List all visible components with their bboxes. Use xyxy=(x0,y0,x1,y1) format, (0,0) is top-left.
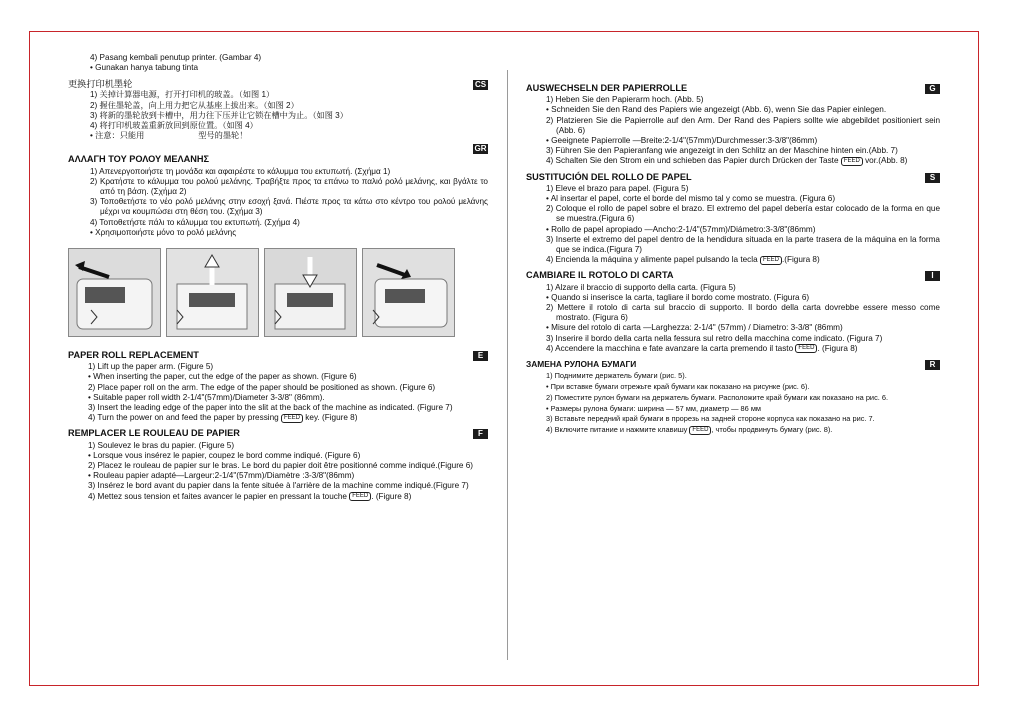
list-item: 2) Coloque el rollo de papel sobre el brazo. El extremo del papel debería estar colocado de la forma en que se muestra.(Figura 6) xyxy=(546,204,940,224)
figure-2-photo xyxy=(166,248,259,337)
list-item: 2) Mettere il rotolo di carta sul braccio di supporto. Il bordo della carta dovrebbe essere messo come mostrato. (Figura 6) xyxy=(546,303,940,323)
section-de-header xyxy=(526,83,940,95)
lang-badge: F xyxy=(473,429,488,439)
list-item: 1) Lift up the paper arm. (Figure 5) xyxy=(88,362,214,372)
list-item: • Размеры рулона бумаги: ширина — 57 мм, диаметр — 86 мм xyxy=(546,403,761,413)
list-item: 1) Απενεργοποιήστε τη μονάδα και αφαιρέστε το κάλυμμα του εκτυπωτή. (Σχήμα 1) xyxy=(90,166,391,176)
list-item: 3) Führen Sie den Papieranfang wie angezeigt in den Schlitz an der Maschine hinten ein.(Abb. 7) xyxy=(546,146,898,156)
figure-1-photo xyxy=(68,248,161,337)
step-text: 4) Encienda la máquina y alimente papel pulsando la tecla xyxy=(546,255,758,265)
step-text: . (Figure 8) xyxy=(371,491,412,501)
list-item: 2) Platzieren Sie die Papierrolle auf den Arm. Der Rand des Papiers sollte wie abgebildet positioniert sein (Abb. 6) xyxy=(546,115,940,135)
lang-badge: CS xyxy=(474,80,487,90)
section-title: ЗАМЕНА РУЛОНА БУМАГИ xyxy=(526,359,637,370)
step-text: 4) Turn the power on and feed the paper by pressing xyxy=(88,413,279,423)
list-item: 3) Inserire il bordo della carta nella fessura sul retro della macchina come indicato. (Figura 7) xyxy=(546,333,883,343)
section-title: SUSTITUCIÓN DEL ROLLO DE PAPEL xyxy=(526,171,692,182)
list-item xyxy=(526,344,940,354)
feed-key-icon: FEED xyxy=(349,492,371,501)
section-fr-header xyxy=(68,423,488,440)
feed-key-icon: FEED xyxy=(281,414,303,423)
lang-badge: G xyxy=(925,84,940,94)
step-text: , чтобы продвинуть бумагу (рис. 8). xyxy=(711,425,833,435)
note-text: • 注意：只能用 xyxy=(90,131,145,141)
step-text: vor.(Abb. 8) xyxy=(865,156,908,166)
list-item: • Χρησιμοποιήστε μόνο το ρολό μελάνης xyxy=(90,227,237,237)
list-item: 3) Inserte el extremo del papel dentro de la hendidura situada en la parte trasera de la máquina en la forma que se indica.(Figura 7) xyxy=(546,234,940,255)
lang-badge: E xyxy=(473,351,488,361)
list-item: 3) Τοποθετήστε το νέο ρολό μελάνης στην εσοχή ξανά. Πιέστε προς τα κάτω στο κέντρο του ρολού μελάνης μέχρι να κουμπώσει στη θέση του. (Σχήμα 3) xyxy=(90,197,488,217)
list-item: 1) Heben Sie den Papierarm hoch. (Abb. 5) xyxy=(546,95,704,105)
list-item: 3) 将新的墨轮放到卡槽中，用力往下压并让它锁在槽中为止。（如图 3） xyxy=(90,110,348,120)
section-it-header xyxy=(526,265,940,282)
step-text: .(Figura 8) xyxy=(781,255,820,265)
step-text: 4) Schalten Sie den Strom ein und schieben das Papier durch Drücken der Taste xyxy=(546,156,839,166)
step-text: 4) Включите питание и нажмите клавишу xyxy=(546,425,688,435)
list-item xyxy=(68,413,488,423)
step-text: 4) Mettez sous tension et faites avancer le papier en pressant la touche xyxy=(88,491,347,501)
list-item: 2) 握住墨轮盖，向上用力把它从基座上拔出来。（如图 2） xyxy=(90,100,299,110)
list-item: • Suitable paper roll width 2-1/4"(57mm)/Diameter 3-3/8" (86mm). xyxy=(88,392,325,402)
section-gr-badge-row xyxy=(68,143,488,154)
figure-4-photo xyxy=(362,248,455,337)
list-item xyxy=(526,255,940,265)
list-item: 1) Eleve el brazo para papel. (Figura 5) xyxy=(546,183,689,193)
list-item: • Misure del rotolo di carta —Larghezza: 2-1/4" (57mm) / Diametro: 3-3/8" (86mm) xyxy=(546,323,843,333)
list-item: 3) Вставьте передний край бумаги в прорезь на задней стороне корпуса как показано на рис. 7. xyxy=(546,414,875,424)
figure-strip xyxy=(68,248,488,337)
intro-line: 4) Pasang kembali penutup printer. (Gambar 4) xyxy=(90,53,262,62)
list-item: • Lorsque vous insérez le papier, coupez le bord comme indiqué. (Figure 6) xyxy=(88,450,361,460)
list-item: • При вставке бумаги отрежьте край бумаги как показано на рисунке (рис. 6). xyxy=(546,382,810,392)
column-divider xyxy=(507,70,508,660)
list-item: 1) 关掉计算器电源，打开打印机的玻盖。（如图 1） xyxy=(90,90,275,100)
feed-key-icon: FEED xyxy=(760,256,782,265)
list-item: 2) Поместите рулон бумаги на держатель бумаги. Расположите край бумаги как показано на рис. 6. xyxy=(546,392,889,402)
section-title: REMPLACER LE ROULEAU DE PAPIER xyxy=(68,428,240,439)
figure-3-photo xyxy=(264,248,357,337)
list-item: 1) Поднимите держатель бумаги (рис. 5). xyxy=(546,371,687,381)
list-item: 1) Soulevez le bras du papier. (Figure 5) xyxy=(88,440,235,450)
lang-badge: R xyxy=(925,360,940,370)
section-title: CAMBIARE IL ROTOLO DI CARTA xyxy=(526,270,674,281)
section-title: PAPER ROLL REPLACEMENT xyxy=(68,350,199,361)
list-item: 3) Insérez le bord avant du papier dans la fente située à l'arrière de la machine comme indiqué.(Figure 7) xyxy=(88,481,469,491)
list-item: 2) Place paper roll on the arm. The edge of the paper should be positioned as shown. (Figure 6) xyxy=(88,382,436,392)
right-column xyxy=(526,83,940,436)
step-text: 4) Accendere la macchina e fate avanzare la carta premendo il tasto xyxy=(546,343,794,353)
left-column xyxy=(68,53,488,502)
section-ru-header xyxy=(526,354,940,371)
section-en-header xyxy=(68,345,488,362)
intro-line: • Gunakan hanya tabung tinta xyxy=(90,63,199,73)
note-text: 型号的墨轮！ xyxy=(198,131,248,141)
section-title: 更换打印机墨轮 xyxy=(68,79,133,90)
section-cs-header xyxy=(68,79,488,90)
section-title: ΑΛΛΑΓΗ ΤΟΥ ΡΟΛΟΥ ΜΕΛΑΝΗΣ xyxy=(68,154,210,165)
list-item xyxy=(526,156,940,166)
list-item: 3) Insert the leading edge of the paper into the slit at the back of the machine as indicated. (Figure 7) xyxy=(88,403,453,413)
list-item: 1) Alzare il braccio di supporto della carta. (Figura 5) xyxy=(546,282,736,292)
feed-key-icon: FEED xyxy=(841,157,863,166)
list-item: • When inserting the paper, cut the edge of the paper as shown. (Figure 6) xyxy=(88,372,357,382)
list-item xyxy=(68,492,488,502)
list-item: 2) Κρατήστε το κάλυμμα του ρολού μελάνης. Τραβήξτε προς τα επάνω το παλιό ρολό μελάνης, και βγάλτε το από τη βάση. (Σχήμα 2) xyxy=(90,176,488,197)
list-item: • Schneiden Sie den Rand des Papiers wie angezeigt (Abb. 6), wenn Sie das Papier einlegen. xyxy=(546,105,887,115)
list-item: • Rollo de papel apropiado —Ancho:2-1/4"(57mm)/Diámetro:3-3/8"(86mm) xyxy=(546,224,816,234)
list-item: 4) Τοποθετήστε πάλι το κάλυμμα του εκτυπωτή. (Σχήμα 4) xyxy=(90,217,300,227)
lang-badge: I xyxy=(925,271,940,281)
feed-key-icon: FEED xyxy=(689,426,711,435)
list-item: 4) 将打印机玻盖重新放回到原位置。（如图 4） xyxy=(90,121,258,131)
section-title: AUSWECHSELN DER PAPIERROLLE xyxy=(526,83,688,93)
lang-badge: GR xyxy=(474,144,487,154)
list-item: • Geeignete Papierrolle —Breite:2-1/4"(57mm)/Durchmesser:3-3/8"(86mm) xyxy=(546,136,818,146)
step-text: . (Figura 8) xyxy=(817,343,858,353)
lang-badge: S xyxy=(925,173,940,183)
list-item xyxy=(68,131,488,141)
section-es-header xyxy=(526,167,940,184)
list-item: • Quando si inserisce la carta, tagliare il bordo come mostrato. (Figura 6) xyxy=(546,292,810,302)
step-text: key. (Figure 8) xyxy=(305,413,358,423)
list-item: • Al insertar el papel, corte el borde del mismo tal y como se muestra. (Figura 6) xyxy=(546,194,836,204)
list-item: 2) Placez le rouleau de papier sur le bras. Le bord du papier doit être positionné comme indiqué.(Figure 6) xyxy=(88,461,474,471)
feed-key-icon: FEED xyxy=(795,344,817,353)
list-item: • Rouleau papier adapté—Largeur:2-1/4"(57mm)/Diamètre :3-3/8"(86mm) xyxy=(88,471,355,481)
list-item xyxy=(526,425,940,436)
